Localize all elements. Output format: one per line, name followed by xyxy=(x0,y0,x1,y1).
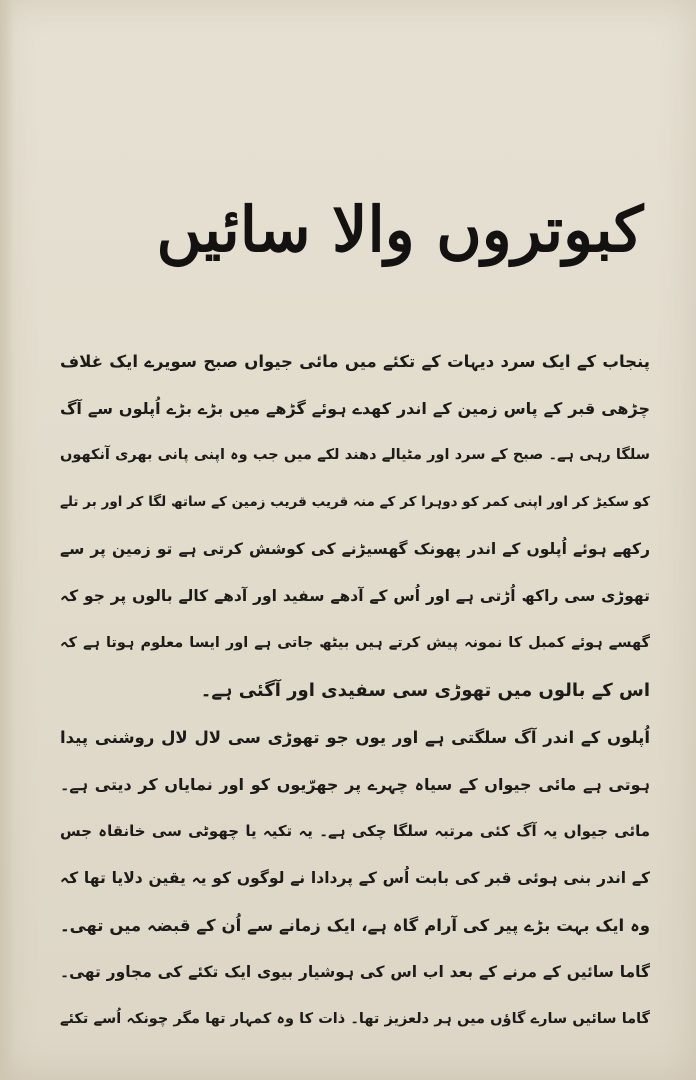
text-line: چڑھی قبر کے پاس زمین کے اندر کھدے ہوئے گڑھے میں بڑے بڑے اُپلوں سے آگ xyxy=(60,399,650,418)
text-line: رکھے ہوئے اُپلوں کے اندر پھونک گھسیڑنے کی کوشش کرتی ہے تو زمین پر سے xyxy=(60,540,650,558)
text-line: اس کے بالوں میں تھوڑی سی سفیدی اور آگئی ہے۔ xyxy=(200,680,650,701)
text-line: کے اندر بنی ہوئی قبر کی بابت اُس کے پردادا نے لوگوں کو یہ یقین دلایا تھا کہ xyxy=(60,869,650,887)
chapter-title: کبوتروں والا سائیں xyxy=(156,193,644,266)
text-line: وہ ایک بہت بڑے پیر کی آرام گاہ ہے، ایک زمانے سے اُن کے قبضہ میں تھی۔ xyxy=(60,916,650,935)
story-text xyxy=(60,338,650,1043)
text-line: پنجاب کے ایک سرد دیہات کے تکئے میں مائی جیواں صبح سویرے ایک غلاف xyxy=(60,352,650,371)
text-line: گاما سائیں کے مرنے کے بعد اب اس کی ہوشیار بیوی ایک تکئے کی مجاور تھی۔ xyxy=(60,963,650,981)
text-line: گھسے ہوئے کمبل کا نمونہ پیش کرتے ہیں بیٹھ جاتی ہے اور ایسا معلوم ہوتا ہے کہ xyxy=(60,635,650,651)
text-line: سلگا رہی ہے۔ صبح کے سرد اور مٹیالے دھند لکے میں جب وہ اپنی پانی بھری آنکھوں xyxy=(60,447,650,463)
text-line: کو سکیڑ کر اور اپنی کمر کو دوہرا کر کے منہ قریب قریب زمین کے ساتھ لگا کر اور بر تلے xyxy=(60,494,650,510)
text-line: اُپلوں کے اندر آگ سلگتی ہے اور یوں جو تھوڑی سی لال لال روشنی پیدا xyxy=(60,728,650,747)
text-line: گاما سائیں سارے گاؤں میں ہر دلعزیز تھا۔ ذات کا وہ کمہار تھا مگر چونکہ اُسے تکئے xyxy=(60,1011,650,1027)
page-edge-shadow xyxy=(0,0,14,1080)
text-line: تھوڑی سی راکھ اُڑتی ہے اور اُس کے آدھے سفید اور آدھے کالے بالوں پر جو کہ xyxy=(60,587,650,605)
text-line: ہوتی ہے مائی جیواں کے سیاہ چہرے پر جھرّیوں کو اور نمایاں کر دیتی ہے۔ xyxy=(60,775,650,794)
text-line: مائی جیواں یہ آگ کئی مرتبہ سلگا چکی ہے۔ یہ تکیہ یا چھوٹی سی خانقاہ جس xyxy=(60,822,650,840)
